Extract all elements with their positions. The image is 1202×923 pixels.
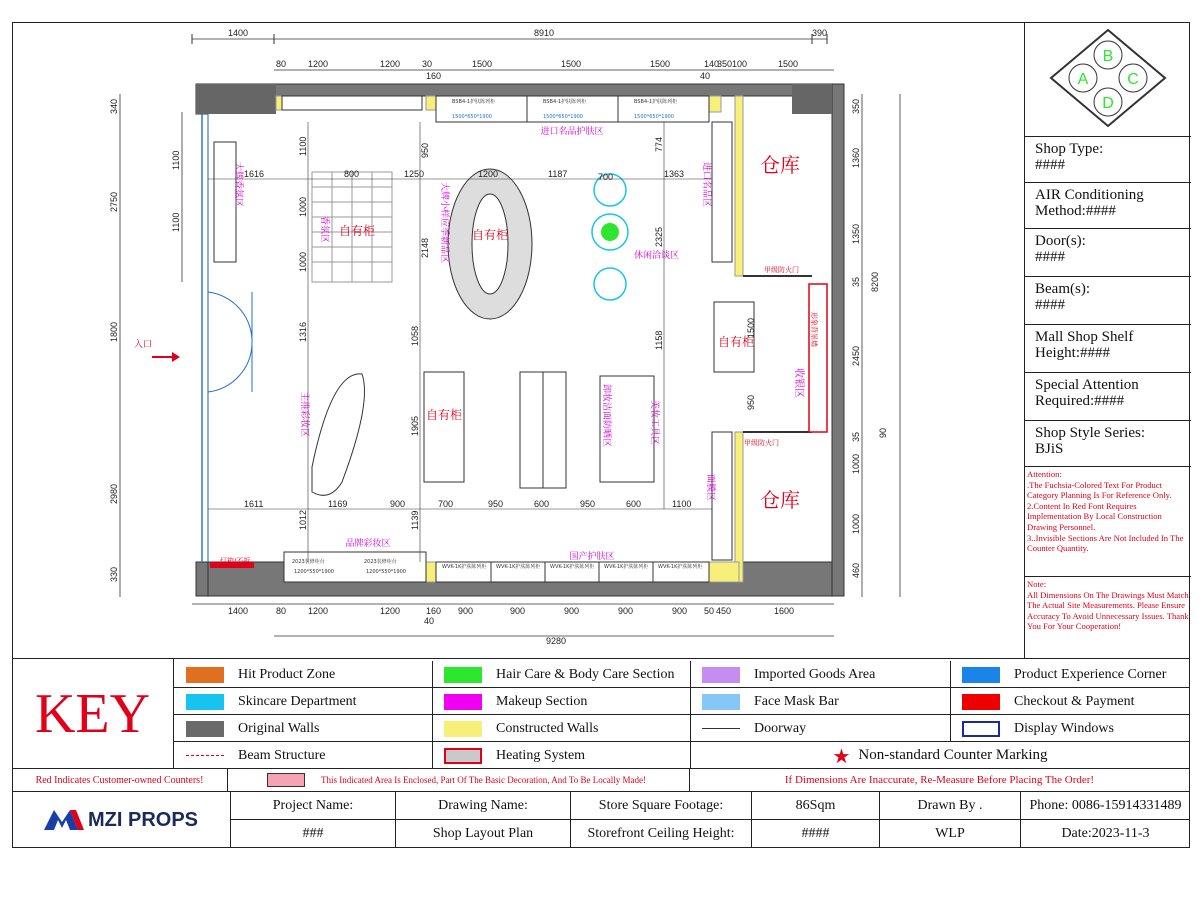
svg-text:1800: 1800 — [109, 321, 119, 342]
yellow-bottom-mid — [426, 562, 436, 582]
svg-text:1200: 1200 — [380, 59, 401, 69]
label-entrance: 入口 — [134, 340, 153, 350]
svg-text:1363: 1363 — [664, 169, 685, 179]
key-item-display-windows: Display Windows — [950, 715, 1190, 742]
logo-cell — [12, 792, 231, 848]
svg-text:2450: 2450 — [851, 345, 861, 366]
swatch-hit-product — [186, 667, 224, 683]
svg-text:1500: 1500 — [472, 59, 493, 69]
svg-text:1200: 1200 — [478, 169, 499, 179]
svg-text:1200: 1200 — [380, 606, 401, 616]
swatch-makeup — [444, 694, 482, 710]
key-item-heating: Heating System — [432, 742, 691, 769]
swatch-imported — [702, 667, 740, 683]
counter-top-left — [282, 96, 422, 110]
svg-text:80: 80 — [276, 606, 287, 616]
swatch-pink — [267, 773, 305, 787]
svg-text:1500: 1500 — [778, 59, 799, 69]
ceiling-value: #### — [752, 820, 880, 848]
swatch-doorway — [702, 728, 740, 729]
label-fragrance: 香氛区 — [319, 216, 329, 244]
svg-text:140: 140 — [704, 59, 720, 69]
info-sidebar — [1024, 22, 1190, 658]
svg-text:350: 350 — [851, 98, 861, 114]
svg-text:1611: 1611 — [244, 499, 264, 509]
label-tools: 美妆工具区 — [649, 400, 659, 446]
label-shelf-size-2: 1500*650*1900 — [543, 114, 583, 120]
attention-text: Attention: .The Fuchsia-Colored Text For Product Category Planning Is For Reference Only. 2.Content In Red Font Requires Implementation By Local Construction Drawing Personnel. 3..Invisible Sections Are Not Included In The Counter Quantity. — [1027, 469, 1184, 554]
svg-text:1100: 1100 — [672, 499, 692, 509]
label-own-cabinet-4: 自有柜 — [717, 335, 755, 349]
note-text: Note: All Dimensions On The Drawings Must Match The Actual Site Measurements. Please Ensure Accuracy To Avoid Unnecessary Issues. Thank You For Your Cooperation! — [1027, 579, 1189, 632]
field-style-series: Shop Style Series: BJiS — [1025, 420, 1191, 466]
svg-text:900: 900 — [564, 606, 580, 616]
field-special-attention: Special Attention Required:#### — [1025, 372, 1191, 420]
swatch-constructed-walls — [444, 721, 482, 737]
drawn-label: Drawn By . — [880, 792, 1021, 820]
svg-text:330: 330 — [109, 566, 119, 582]
svg-text:1616: 1616 — [244, 169, 265, 179]
dim-top-8910: 8910 — [534, 28, 555, 38]
label-counter-size-1: 1200*550*1900 — [294, 569, 334, 575]
svg-text:2980: 2980 — [109, 483, 119, 504]
svg-text:900: 900 — [458, 606, 474, 616]
ceiling-label: Storefront Ceiling Height: — [571, 820, 752, 848]
attention-box — [1025, 466, 1191, 576]
svg-text:1100: 1100 — [298, 136, 308, 156]
swatch-skincare — [186, 694, 224, 710]
note-box — [1025, 576, 1191, 658]
wall-top — [196, 84, 843, 96]
svg-text:100: 100 — [732, 59, 748, 69]
label-fragrance-small: 大牌小样应季新品区 — [439, 182, 449, 264]
svg-text:450: 450 — [716, 606, 732, 616]
label-back-wall: 形象背景墙 — [810, 312, 818, 347]
drawing-value: Shop Layout Plan — [396, 820, 571, 848]
label-shelf-size-3: 1500*650*1900 — [634, 114, 674, 120]
label-imported-side: 进口名品区 — [701, 162, 711, 208]
swatch-display-windows — [962, 721, 1000, 737]
svg-text:1600: 1600 — [774, 606, 795, 616]
yellow-col-bottom — [709, 562, 739, 582]
key-item-nonstandard: ★ Non-standard Counter Marking — [832, 743, 1048, 768]
logo-text: MZI PROPS — [87, 808, 198, 831]
label-shelf-2: BSB4-1护肤陈列柜 — [543, 99, 587, 105]
label-counter-1: 2023装修柜台 — [292, 559, 325, 565]
svg-text:160: 160 — [426, 606, 442, 616]
field-shop-type: Shop Type: #### — [1025, 136, 1191, 182]
label-fire-door: 甲级防火门 — [764, 266, 799, 274]
label-cabinet-3: WVK-1K护肤陈列柜 — [550, 564, 595, 570]
svg-text:1058: 1058 — [410, 325, 420, 346]
key-item-checkout: Checkout & Payment — [950, 688, 1190, 715]
svg-text:50: 50 — [704, 606, 715, 616]
key-item-original-walls: Original Walls — [174, 715, 433, 742]
center-counter-left — [424, 372, 464, 482]
key-item-doorway: Doorway — [690, 715, 951, 742]
label-cashier: 收银区 — [793, 368, 804, 398]
label-main-makeup: 主推彩妆区 — [299, 392, 309, 438]
label-counter-size-2: 1200*550*1900 — [366, 569, 406, 575]
yellow-col-top — [709, 96, 721, 112]
svg-text:900: 900 — [618, 606, 634, 616]
svg-text:1350: 1350 — [851, 223, 861, 244]
svg-text:900: 900 — [390, 499, 406, 509]
dim-right — [851, 99, 888, 578]
svg-text:340: 340 — [109, 98, 119, 114]
svg-text:1158: 1158 — [654, 330, 664, 350]
label-light-box: 灯箱/不拆 — [220, 557, 251, 565]
svg-text:35: 35 — [851, 276, 861, 287]
field-beams: Beam(s): #### — [1025, 276, 1191, 324]
label-domestic: 国产护肤区 — [569, 552, 615, 562]
wall-left-bottom — [196, 562, 208, 596]
key-item-imported: Imported Goods Area — [690, 661, 951, 688]
label-counter-2: 2023装修柜台 — [364, 559, 397, 565]
svg-text:1139: 1139 — [410, 510, 420, 530]
dim-top-390: 390 — [812, 28, 828, 38]
label-perfume: 大牌香氛区 — [233, 162, 243, 208]
svg-text:80: 80 — [276, 59, 287, 69]
label-cabinet-4: WVK-1K护肤陈列柜 — [604, 564, 649, 570]
key-title: KEY — [12, 659, 174, 769]
swatch-checkout — [962, 694, 1000, 710]
label-warehouse-top: 仓库 — [760, 153, 800, 177]
compass-b: B — [1102, 48, 1114, 65]
svg-text:600: 600 — [626, 499, 642, 509]
key-item-constructed-walls: Constructed Walls — [432, 715, 691, 742]
leisure-chair-2 — [594, 268, 626, 300]
red-customer-note: Red Indicates Customer-owned Counters! — [12, 769, 228, 791]
field-shelf-height: Mall Shop Shelf Height:#### — [1025, 324, 1191, 372]
footage-label: Store Square Footage: — [571, 792, 752, 820]
compass-a: A — [1077, 71, 1089, 88]
svg-text:160: 160 — [426, 71, 442, 81]
svg-text:900: 900 — [510, 606, 526, 616]
field-doors: Door(s): #### — [1025, 228, 1191, 276]
key-item-makeup: Makeup Section — [432, 688, 691, 715]
footage-value: 86Sqm — [752, 792, 880, 820]
svg-text:950: 950 — [580, 499, 596, 509]
swatch-heating — [444, 748, 482, 764]
key-item-hit-product: Hit Product Zone — [174, 661, 433, 688]
date: Date:2023-11-3 — [1061, 826, 1150, 841]
label-shelf-size-1: 1500*650*1900 — [452, 114, 492, 120]
svg-text:1169: 1169 — [328, 499, 348, 509]
swatch-hair-body — [444, 667, 482, 683]
swatch-experience — [962, 667, 1000, 683]
svg-text:1000: 1000 — [851, 513, 861, 534]
svg-text:900: 900 — [672, 606, 688, 616]
title-block — [12, 792, 1190, 848]
label-mask: 面膜区 — [705, 474, 715, 502]
svg-text:1187: 1187 — [548, 169, 568, 179]
svg-text:950: 950 — [746, 394, 756, 410]
svg-text:600: 600 — [534, 499, 550, 509]
label-cabinet-2: WVK-1K护肤陈列柜 — [496, 564, 541, 570]
svg-text:9280: 9280 — [546, 636, 567, 646]
yellow-right-bottom — [735, 432, 743, 582]
svg-text:1500: 1500 — [561, 59, 582, 69]
compass-diagram — [1025, 22, 1191, 134]
svg-text:1000: 1000 — [298, 196, 308, 217]
wall-right-top-dark — [792, 84, 832, 114]
label-remover: 卸妆洁面防晒区 — [601, 384, 611, 448]
drawn-value: WLP — [880, 820, 1021, 848]
svg-text:800: 800 — [344, 169, 360, 179]
svg-text:950: 950 — [488, 499, 504, 509]
field-air-conditioning: AIR Conditioning Method:#### — [1025, 182, 1191, 228]
svg-text:90: 90 — [878, 427, 888, 438]
svg-text:1012: 1012 — [298, 509, 308, 530]
svg-text:1316: 1316 — [298, 321, 308, 342]
yellow-right-top — [735, 96, 743, 276]
svg-text:460: 460 — [851, 562, 861, 578]
counter-right-top — [712, 122, 732, 262]
counter-bottom-left — [284, 552, 426, 582]
swatch-beam — [186, 755, 224, 756]
svg-text:40: 40 — [700, 71, 711, 81]
swatch-original-walls — [186, 721, 224, 737]
label-cabinet-1: WVK-1K护肤陈列柜 — [442, 564, 487, 570]
drawing-label: Drawing Name: — [396, 792, 571, 820]
svg-text:1905: 1905 — [410, 415, 420, 436]
counter-left — [214, 142, 236, 262]
key-item-face-mask: Face Mask Bar — [690, 688, 951, 715]
mzi-logo-icon — [44, 808, 84, 832]
svg-text:1200: 1200 — [308, 606, 329, 616]
remeasure-note: If Dimensions Are Inaccurate, Re-Measure Before Placing The Order! — [784, 774, 1095, 786]
pink-note-cell: This Indicated Area Is Enclosed, Part Of The Basic Decoration, And To Be Locally Made! — [227, 769, 690, 791]
dim-top-1400: 1400 — [228, 28, 249, 38]
project-label: Project Name: — [231, 792, 396, 820]
wall-right — [832, 84, 844, 596]
swatch-face-mask — [702, 694, 740, 710]
project-value: ### — [231, 820, 396, 848]
wall-left-top-dark — [196, 84, 276, 114]
yellow-top-mid — [426, 96, 436, 110]
svg-text:350: 350 — [717, 59, 733, 69]
svg-text:1000: 1000 — [298, 251, 308, 272]
label-own-cabinet-2: 自有柜 — [471, 228, 509, 242]
label-fire-door-2: 甲级防火门 — [744, 439, 779, 447]
svg-text:700: 700 — [598, 172, 614, 182]
notice-strip — [12, 768, 1190, 792]
compass-c: C — [1127, 71, 1139, 88]
svg-text:2325: 2325 — [654, 226, 664, 247]
svg-text:1360: 1360 — [851, 147, 861, 168]
svg-text:30: 30 — [422, 59, 433, 69]
svg-text:700: 700 — [438, 499, 454, 509]
star-icon: ★ — [832, 743, 851, 768]
svg-text:2148: 2148 — [420, 237, 430, 258]
label-own-cabinet-3: 自有柜 — [425, 408, 463, 422]
svg-text:1250: 1250 — [404, 169, 425, 179]
key-item-experience: Product Experience Corner — [950, 661, 1190, 688]
svg-text:1100: 1100 — [171, 150, 181, 170]
floor-plan — [12, 22, 1024, 658]
label-own-cabinet-1: 自有柜 — [338, 224, 376, 238]
dim-bottom — [228, 606, 794, 646]
label-brand-makeup: 品牌彩妆区 — [345, 539, 391, 549]
compass-d: D — [1102, 95, 1114, 112]
label-imported-area: 进口名品护肤区 — [540, 127, 604, 137]
svg-text:950: 950 — [420, 142, 430, 158]
svg-text:1500: 1500 — [650, 59, 671, 69]
svg-text:1400: 1400 — [228, 606, 249, 616]
label-warehouse-bottom: 仓库 — [760, 488, 800, 512]
key-item-hair-body: Hair Care & Body Care Section — [432, 661, 691, 688]
svg-text:1100: 1100 — [171, 212, 181, 232]
phone: Phone: 0086-15914331489 — [1021, 792, 1190, 820]
svg-text:774: 774 — [654, 136, 664, 152]
svg-text:1500: 1500 — [746, 317, 756, 338]
svg-text:1200: 1200 — [308, 59, 329, 69]
label-shelf-3: BSB4-1护肤陈列柜 — [634, 99, 678, 105]
key-item-beam: Beam Structure — [174, 742, 433, 769]
svg-text:8200: 8200 — [870, 271, 880, 292]
label-leisure: 休闲洽谈区 — [634, 251, 680, 261]
legend-key — [12, 658, 1190, 768]
key-item-skincare: Skincare Department — [174, 688, 433, 715]
svg-text:1000: 1000 — [851, 453, 861, 474]
label-shelf-1: BSB4-1护肤陈列柜 — [452, 99, 496, 105]
svg-text:40: 40 — [424, 616, 435, 626]
svg-text:35: 35 — [851, 431, 861, 442]
back-wall-panel — [809, 284, 827, 432]
label-cabinet-5: WVK-1K护肤陈列柜 — [658, 564, 703, 570]
svg-text:2750: 2750 — [109, 191, 119, 212]
